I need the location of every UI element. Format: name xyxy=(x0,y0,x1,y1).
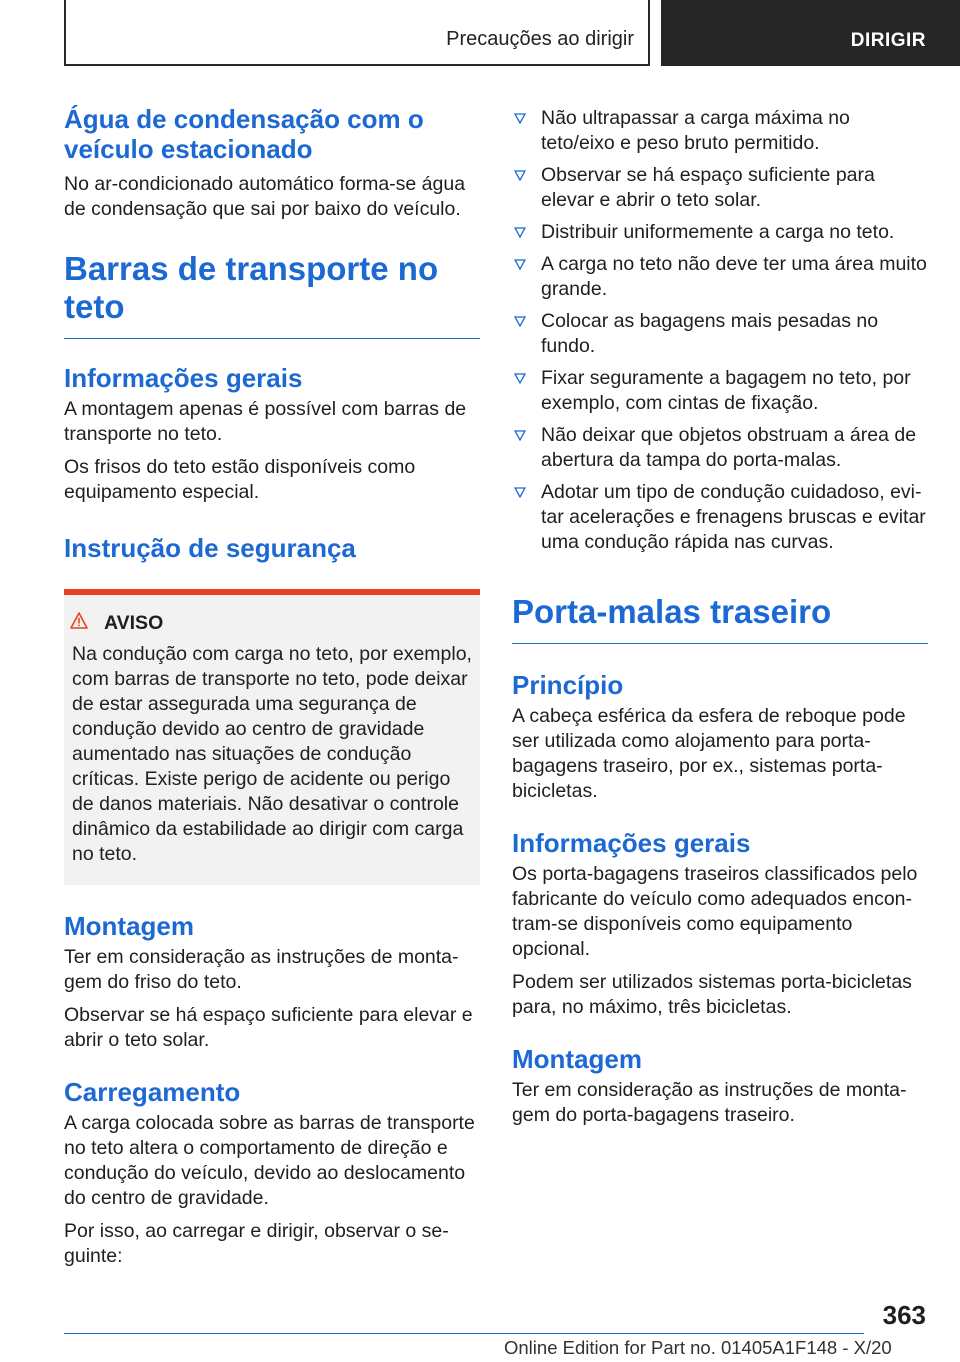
right-column xyxy=(512,100,928,1128)
chapter-tab xyxy=(661,0,960,66)
mounting-text-2: Observar se há espaço suficiente para elevar e abrir o teto solar. xyxy=(64,1004,473,1051)
rear-general-info-text-1: Os porta-bagagens traseiros classificados pelo fabricante do veículo como adequados encontram-se disponíveis como equipamento opcional. xyxy=(512,863,918,960)
section-title: Precauções ao dirigir xyxy=(446,28,634,50)
rear-mounting-heading: Montagem xyxy=(512,1044,642,1074)
triangle-bullet-icon xyxy=(514,258,526,270)
safety-heading: Instrução de segurança xyxy=(64,533,356,563)
general-info-heading: Informações gerais xyxy=(64,363,303,393)
list-item: Não ultrapassar a carga máxima no teto/eixo e peso bruto permitido. xyxy=(512,106,928,156)
page-number: 363 xyxy=(882,1300,926,1330)
loading-heading: Carregamento xyxy=(64,1077,241,1107)
chapter-title: DIRIGIR xyxy=(850,30,926,51)
principle-text: A cabeça esférica da esfera de reboque pode ser utilizada como alojamento para porta-bagagens traseiro, por ex., sistemas porta-bicicletas. xyxy=(512,705,906,802)
loading-text-2: Por isso, ao carregar e dirigir, observar o seguinte: xyxy=(64,1220,449,1267)
rear-general-info-heading: Informações gerais xyxy=(512,828,751,858)
warning-label: AVISO xyxy=(104,612,164,634)
triangle-bullet-icon xyxy=(514,226,526,238)
left-column xyxy=(64,100,480,1269)
triangle-bullet-icon xyxy=(514,112,526,124)
page-header xyxy=(0,0,960,66)
list-item: Colocar as bagagens mais pesadas no fundo. xyxy=(512,309,928,359)
list-item: Distribuir uniformemente a carga no teto. xyxy=(512,220,928,245)
rear-mounting-text: Ter em consideração as instruções de montagem do porta-bagagens traseiro. xyxy=(512,1079,907,1126)
roof-rack-heading: Barras de transporte no teto xyxy=(64,250,439,325)
trunk-heading: Porta-malas traseiro xyxy=(512,593,832,630)
warning-box xyxy=(64,589,480,885)
section-header-box xyxy=(64,0,650,66)
edition-note: Online Edition for Part no. 01405A1F148 - X/20 xyxy=(504,1337,892,1358)
principle-heading: Princípio xyxy=(512,670,624,700)
triangle-bullet-icon xyxy=(514,429,526,441)
warning-triangle-icon xyxy=(70,612,88,629)
triangle-bullet-icon xyxy=(514,486,526,498)
footer-rule xyxy=(64,1333,864,1334)
list-item: A carga no teto não deve ter uma área muito grande. xyxy=(512,252,928,302)
rear-general-info-text-2: Podem ser utilizados sistemas porta-bicicletas para, no máximo, três bicicletas. xyxy=(512,971,912,1018)
list-item: Fixar seguramente a bagagem no teto, por exemplo, com cintas de fixação. xyxy=(512,366,928,416)
triangle-bullet-icon xyxy=(514,372,526,384)
list-item: Não deixar que objetos obstruam a área de abertura da tampa do porta-malas. xyxy=(512,423,928,473)
triangle-bullet-icon xyxy=(514,315,526,327)
loading-checklist xyxy=(512,106,928,555)
mounting-heading: Montagem xyxy=(64,911,194,941)
warning-header xyxy=(72,611,472,636)
condensation-heading: Água de condensação com o veículo estacionado xyxy=(64,104,424,164)
condensation-text: No ar-condicionado automático forma-se água de condensação que sai por baixo do veículo. xyxy=(64,173,466,220)
roof-rack-rule xyxy=(64,338,480,339)
loading-text-1: A carga colocada sobre as barras de transporte no teto altera o comportamento de direção e condução do veículo, devido ao deslocamento do centro de gravidade. xyxy=(64,1112,475,1209)
general-info-text-1: A montagem apenas é possível com barras de transporte no teto. xyxy=(64,398,467,445)
general-info-text-2: Os frisos do teto estão disponíveis como equipamento especial. xyxy=(64,456,416,503)
triangle-bullet-icon xyxy=(514,169,526,181)
list-item: Observar se há espaço suficiente para elevar e abrir o teto solar. xyxy=(512,163,928,213)
list-item: Adotar um tipo de condução cuidadoso, evitar acelerações e frenagens bruscas e evitar uma condução rápida nas curvas. xyxy=(512,480,928,555)
mounting-text-1: Ter em consideração as instruções de montagem do friso do teto. xyxy=(64,946,459,993)
warning-text: Na condução com carga no teto, por exemplo, com barras de transporte no teto, pode deixar de estar assegurada uma segurança de condução devido ao centro de gravidade aumentado nas situações de condução críticas. Existe perigo de acidente ou perigo de danos materiais. Não desativar o controle dinâmico da estabilidade ao dirigir com carga no teto. xyxy=(72,643,472,865)
trunk-rule xyxy=(512,643,928,644)
